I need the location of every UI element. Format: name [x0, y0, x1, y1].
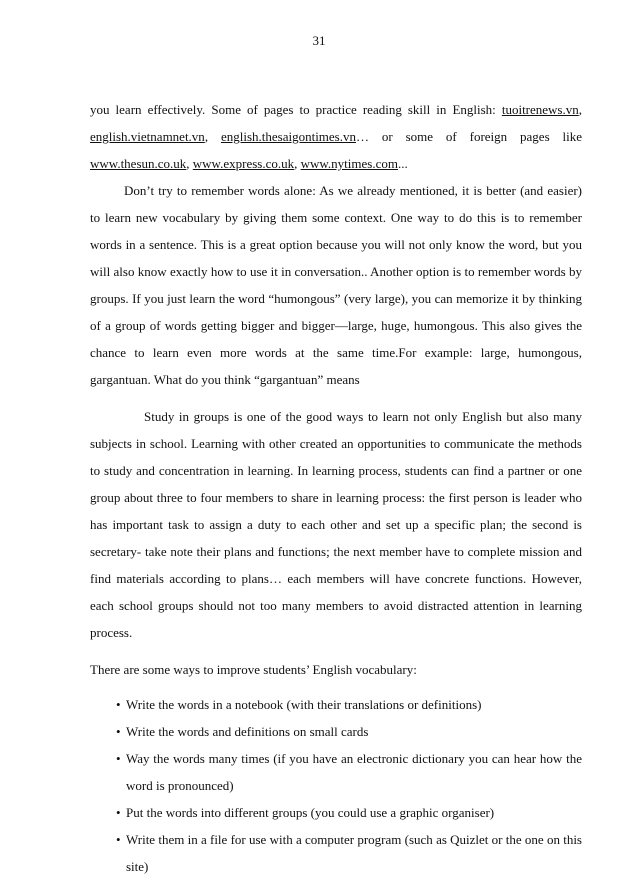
separator: , — [204, 129, 221, 144]
bullet-icon: • — [116, 724, 121, 739]
separator: , — [578, 102, 582, 117]
link-tuoitrenews[interactable]: tuoitrenews.vn — [501, 102, 579, 117]
list-item-text: Write the words and definitions on small cards — [126, 724, 369, 739]
document-body — [90, 96, 582, 880]
list-item-text: Way the words many times (if you have an electronic dictionary you can hear how the word is pronounced) — [126, 751, 582, 793]
list-item — [90, 826, 582, 880]
list-item — [90, 718, 582, 745]
link-nytimes[interactable]: www.nytimes.com — [300, 156, 398, 171]
link-thesaigontimes[interactable]: english.thesaigontimes.vn — [220, 129, 356, 144]
list-item — [90, 745, 582, 799]
vocabulary-tips-list — [90, 691, 582, 880]
link-express[interactable]: www.express.co.uk — [192, 156, 295, 171]
link-thesun[interactable]: www.thesun.co.uk — [90, 156, 187, 171]
bullet-icon: • — [116, 805, 121, 820]
separator: , — [294, 156, 301, 171]
paragraph-3: Study in groups is one of the good ways to learn not only English but also many subjects in school. Learning with other created an opportunities to communicate the methods to study and concentration in learning. In learning process, students can find a partner or one group about three to four members to share in learning process: the first person is leader who has important task to assign a duty to each other and set up a specific plan; the second is secretary- take note their plans and functions; the next member have to complete mission and find materials according to plans… each members will have concrete functions. However, each school groups should not too many members to avoid distracted attention in learning process. — [90, 409, 582, 640]
page-number: 31 — [312, 33, 326, 48]
list-item — [90, 691, 582, 718]
paragraph-1-text-c: ... — [397, 156, 408, 171]
paragraph-1 — [90, 96, 582, 177]
list-item — [90, 799, 582, 826]
paragraph-4: There are some ways to improve students’ English vocabulary: — [90, 662, 417, 677]
paragraph-2: Don’t try to remember words alone: As we already mentioned, it is better (and easier) to learn new vocabulary by giving them some context. One way to do this is to remember words in a sentence. This is a great option because you will not only know the word, but you will also know exactly how to use it in conversation.. Another option is to remember words by groups. If you just learn the word “humongous” (very large), you can memorize it by thinking of a group of words getting bigger and bigger—large, huge, humongous. This also gives the chance to learn even more words at the same time.For example: large, humongous, gargantuan. What do you think “gargantuan” means — [90, 183, 582, 387]
separator: , — [186, 156, 193, 171]
paragraph-1-text-b: … or some of foreign pages like — [356, 129, 583, 144]
paragraph-1-text-a: you learn effectively. Some of pages to practice reading skill in English: — [90, 102, 502, 117]
bullet-icon: • — [116, 697, 121, 712]
bullet-icon: • — [116, 832, 121, 847]
link-vietnamnet[interactable]: english.vietnamnet.vn — [90, 129, 205, 144]
list-item-text: Write the words in a notebook (with their translations or definitions) — [126, 697, 482, 712]
bullet-icon: • — [116, 751, 121, 766]
list-item-text: Write them in a file for use with a computer program (such as Quizlet or the one on this site) — [126, 832, 582, 874]
list-item-text: Put the words into different groups (you could use a graphic organiser) — [126, 805, 495, 820]
